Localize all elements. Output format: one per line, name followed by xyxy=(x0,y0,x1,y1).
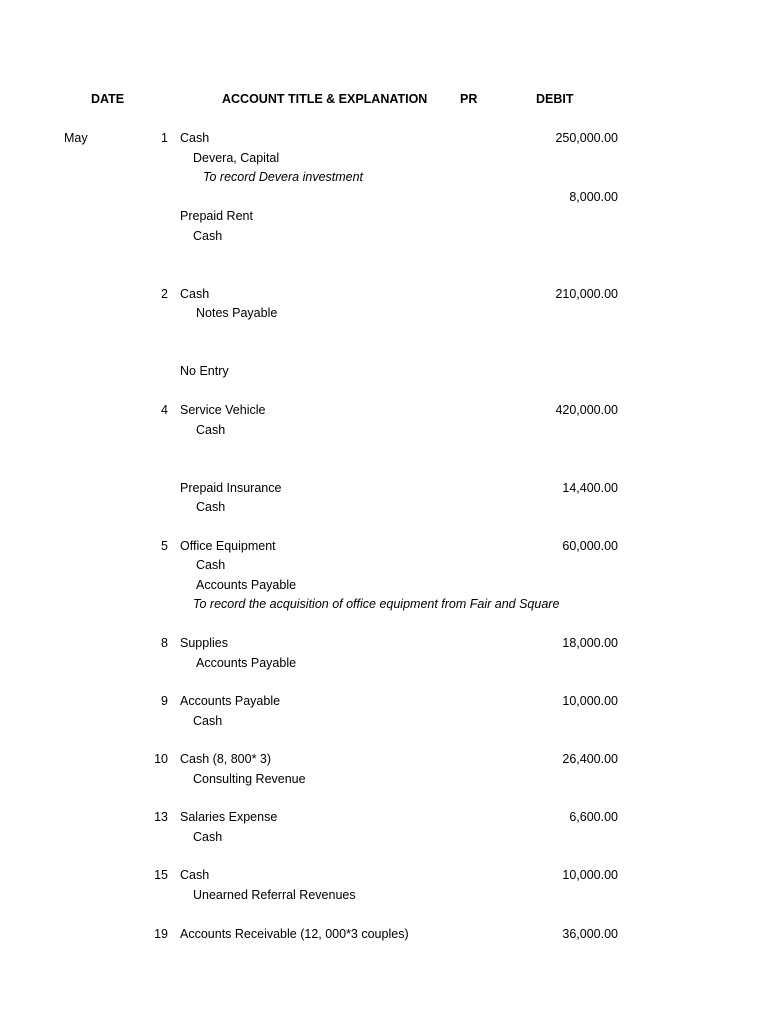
entry-day: 9 xyxy=(161,694,168,708)
entry-credit-account: Accounts Payable xyxy=(196,656,297,670)
entry-day: 13 xyxy=(154,810,168,824)
header-pr: PR xyxy=(460,92,478,106)
entry-credit-account: Cash xyxy=(196,558,226,572)
entry-debit-account: Accounts Receivable (12, 000*3 couples) xyxy=(180,927,409,941)
entry-credit-account: Notes Payable xyxy=(196,306,278,320)
entry-debit-account: Cash xyxy=(180,131,210,145)
entry-credit-account: Consulting Revenue xyxy=(193,772,306,786)
entry-debit-amount: 8,000.00 xyxy=(569,190,618,204)
entry-day: 5 xyxy=(161,539,168,553)
entry-credit-account: Cash xyxy=(196,500,226,514)
entry-debit-account: Office Equipment xyxy=(180,539,276,553)
entry-day: 10 xyxy=(154,752,168,766)
entry-debit-amount: 6,600.00 xyxy=(569,810,618,824)
entry-debit-amount: 10,000.00 xyxy=(562,868,618,882)
header-account-title: ACCOUNT TITLE & EXPLANATION xyxy=(222,92,428,106)
entry-day: 2 xyxy=(161,287,168,301)
entry-credit-account: Cash xyxy=(196,423,226,437)
entry-credit-account: Cash xyxy=(193,714,223,728)
entry-debit-account: Salaries Expense xyxy=(180,810,278,824)
entry-debit-amount: 60,000.00 xyxy=(562,539,618,553)
entry-debit-account: Prepaid Insurance xyxy=(180,481,282,495)
entry-credit-account: Cash xyxy=(193,229,223,243)
entry-day: 1 xyxy=(161,131,168,145)
entry-debit-amount: 18,000.00 xyxy=(562,636,618,650)
entry-day: 4 xyxy=(161,403,168,417)
entry-explanation: To record Devera investment xyxy=(203,170,364,184)
entry-debit-amount: 420,000.00 xyxy=(555,403,618,417)
entry-debit-amount: 14,400.00 xyxy=(562,481,618,495)
entry-day: 8 xyxy=(161,636,168,650)
entry-debit-account: Prepaid Rent xyxy=(180,209,253,223)
entry-credit-account: Unearned Referral Revenues xyxy=(193,888,356,902)
entry-debit-account: Cash (8, 800* 3) xyxy=(180,752,272,766)
entry-debit-amount: 250,000.00 xyxy=(555,131,618,145)
header-date: DATE xyxy=(91,92,125,106)
month-label: May xyxy=(64,131,88,145)
entry-debit-account: No Entry xyxy=(180,364,229,378)
entry-explanation: To record the acquisition of office equipment from Fair and Square xyxy=(193,597,560,611)
entry-debit-amount: 210,000.00 xyxy=(555,287,618,301)
entry-day: 15 xyxy=(154,868,168,882)
entry-debit-account: Cash xyxy=(180,868,210,882)
entry-debit-account: Cash xyxy=(180,287,210,301)
entry-debit-account: Accounts Payable xyxy=(180,694,281,708)
entry-credit-account: Cash xyxy=(193,830,223,844)
entry-day: 19 xyxy=(154,927,168,941)
entry-debit-amount: 36,000.00 xyxy=(562,927,618,941)
entry-debit-account: Supplies xyxy=(180,636,228,650)
entry-debit-account: Service Vehicle xyxy=(180,403,266,417)
entry-debit-amount: 10,000.00 xyxy=(562,694,618,708)
entry-credit-account: Accounts Payable xyxy=(196,578,297,592)
header-debit: DEBIT xyxy=(536,92,574,106)
entry-debit-amount: 26,400.00 xyxy=(562,752,618,766)
entry-credit-account: Devera, Capital xyxy=(193,151,280,165)
